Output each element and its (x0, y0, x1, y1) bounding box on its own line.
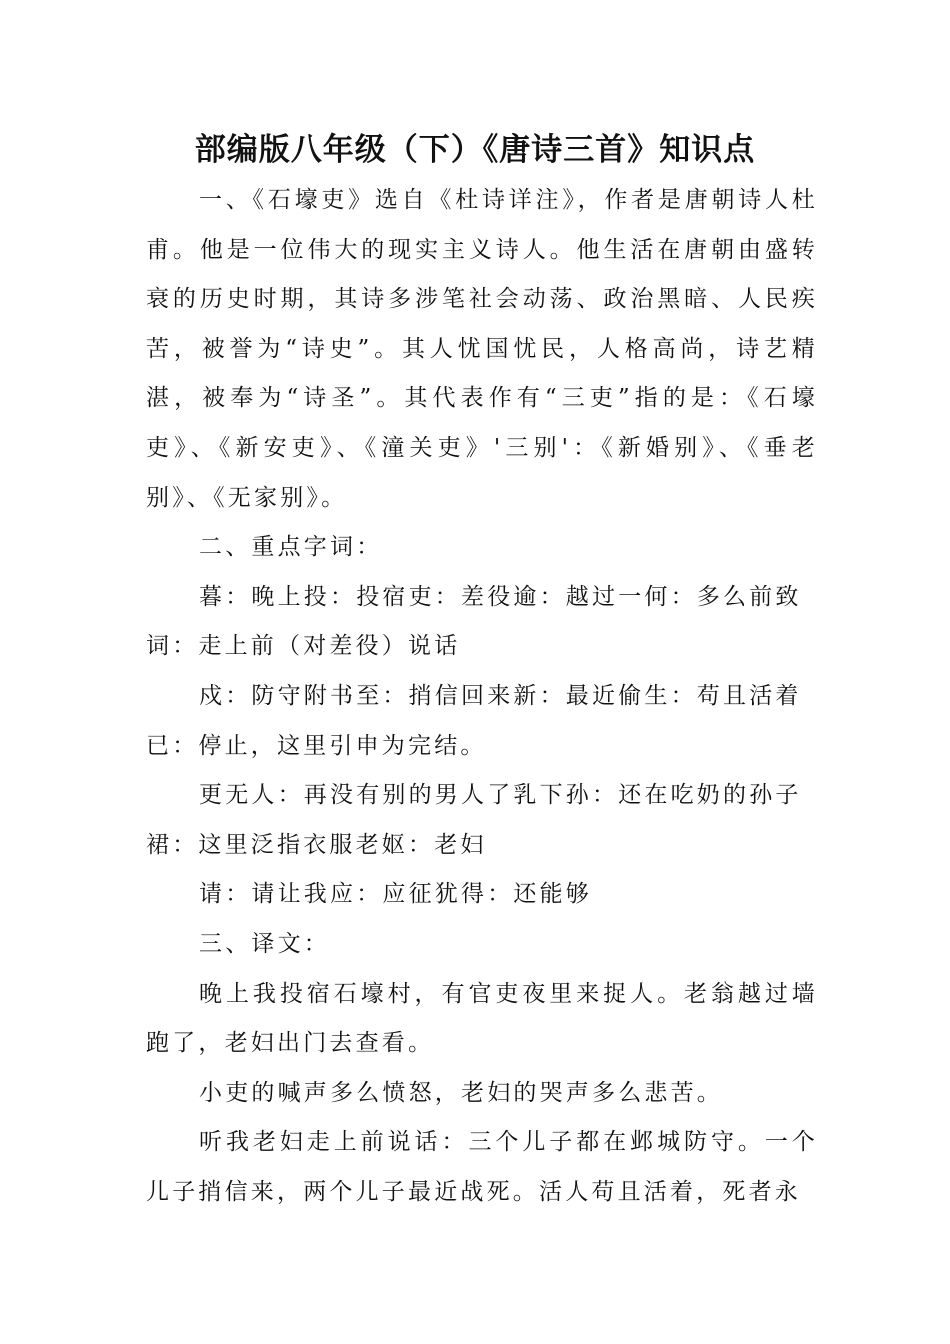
paragraph-translation-3: 听我老妇走上前说话：三个儿子都在邺城防守。一个儿子捎信来，两个儿子最近战死。活人苟且活着，死者永 (146, 1129, 818, 1205)
paragraph-vocabulary-4: 请：请让我应：应征犹得：还能够 (199, 881, 592, 908)
document-title: 部编版八年级（下）《唐诗三首》知识点 (194, 132, 756, 168)
paragraph-author-intro: 一、《石壕吏》选自《杜诗详注》，作者是唐朝诗人杜甫。他是一位伟大的现实主义诗人。他生活在唐朝由盛转衰的历史时期，其诗多涉笔社会动荡、政治黑暗、人民疾苦，被誉为“诗史”。其人忧国忧民，人格高尚，诗艺精湛，被奉为“诗圣”。其代表作有“三吏”指的是：《石壕吏》、《新安吏》、《潼关吏》'三别'：《新婚别》、《垂老别》、《无家别》。 (146, 187, 818, 511)
paragraph-vocabulary-1: 暮：晚上投：投宿吏：差役逾：越过一何：多么前致词：走上前（对差役）说话 (146, 583, 802, 660)
document-body (146, 176, 818, 1217)
paragraph-translation-1: 晚上我投宿石壕村，有官吏夜里来捉人。老翁越过墙跑了，老妇出门去查看。 (146, 980, 818, 1057)
paragraph-section-vocabulary-heading: 二、重点字词： (199, 534, 383, 561)
paragraph-vocabulary-3: 更无人：再没有别的男人了乳下孙：还在吃奶的孙子裙：这里泛指衣服老妪：老妇 (146, 782, 802, 858)
paragraph-vocabulary-2: 戍：防守附书至：捎信回来新：最近偷生：苟且活着已：停止，这里引申为完结。 (146, 682, 802, 759)
paragraph-translation-2: 小吏的喊声多么愤怒，老妇的哭声多么悲苦。 (199, 1079, 723, 1106)
paragraph-section-translation-heading: 三、译文： (199, 930, 330, 957)
